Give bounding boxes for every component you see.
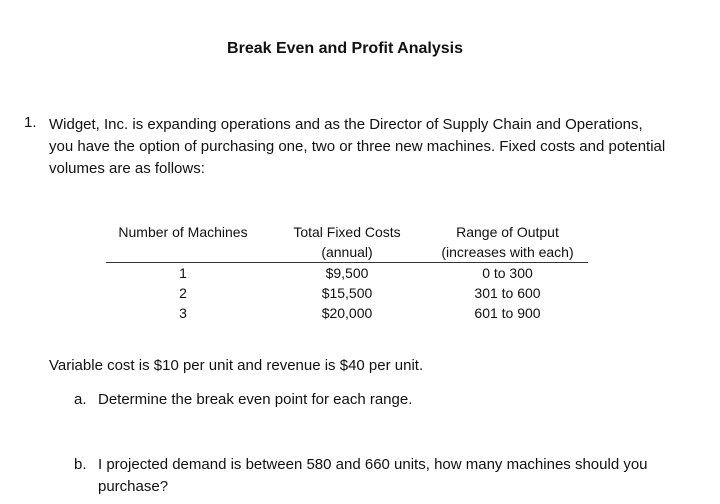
table-row-1-range: 0 to 300 [482, 265, 533, 281]
table-row-2-machines: 2 [179, 285, 187, 301]
table-row-3-fixed-cost: $20,000 [321, 305, 373, 321]
table-row-3-machines: 3 [179, 305, 187, 321]
variable-cost-statement: Variable cost is $10 per unit and revenue is $40 per unit. [49, 357, 424, 374]
part-b-text-line1: I projected demand is between 580 and 660 units, how many machines should you [98, 456, 648, 473]
part-a-label: a. [74, 391, 87, 408]
table-row-2-fixed-cost: $15,500 [321, 285, 373, 301]
table-row-1-fixed-cost: $9,500 [325, 265, 369, 281]
table-row-2-range: 301 to 600 [474, 285, 541, 301]
table-row-1-machines: 1 [179, 265, 187, 281]
header-total-fixed-costs: Total Fixed Costs [293, 224, 401, 240]
table-row-3-range: 601 to 900 [474, 305, 541, 321]
part-b-label: b. [74, 456, 87, 473]
fixed-cost-table [0, 222, 720, 332]
header-range-of-output: Range of Output [456, 224, 559, 240]
header-number-of-machines: Number of Machines [118, 224, 248, 240]
question-text: Widget, Inc. is expanding operations and as the Director of Supply Chain and Operations, you have the option of purchasing one, two or three new machines. Fixed costs and potential volumes are as follows: [49, 116, 666, 177]
part-a-text: Determine the break even point for each range. [98, 391, 413, 408]
header-total-fixed-costs-annual: (annual) [321, 244, 373, 260]
question-number: 1. [24, 114, 37, 131]
header-range-increases: (increases with each) [441, 244, 574, 260]
document-title: Break Even and Profit Analysis [227, 40, 463, 57]
part-b-text-line2: purchase? [98, 478, 169, 495]
